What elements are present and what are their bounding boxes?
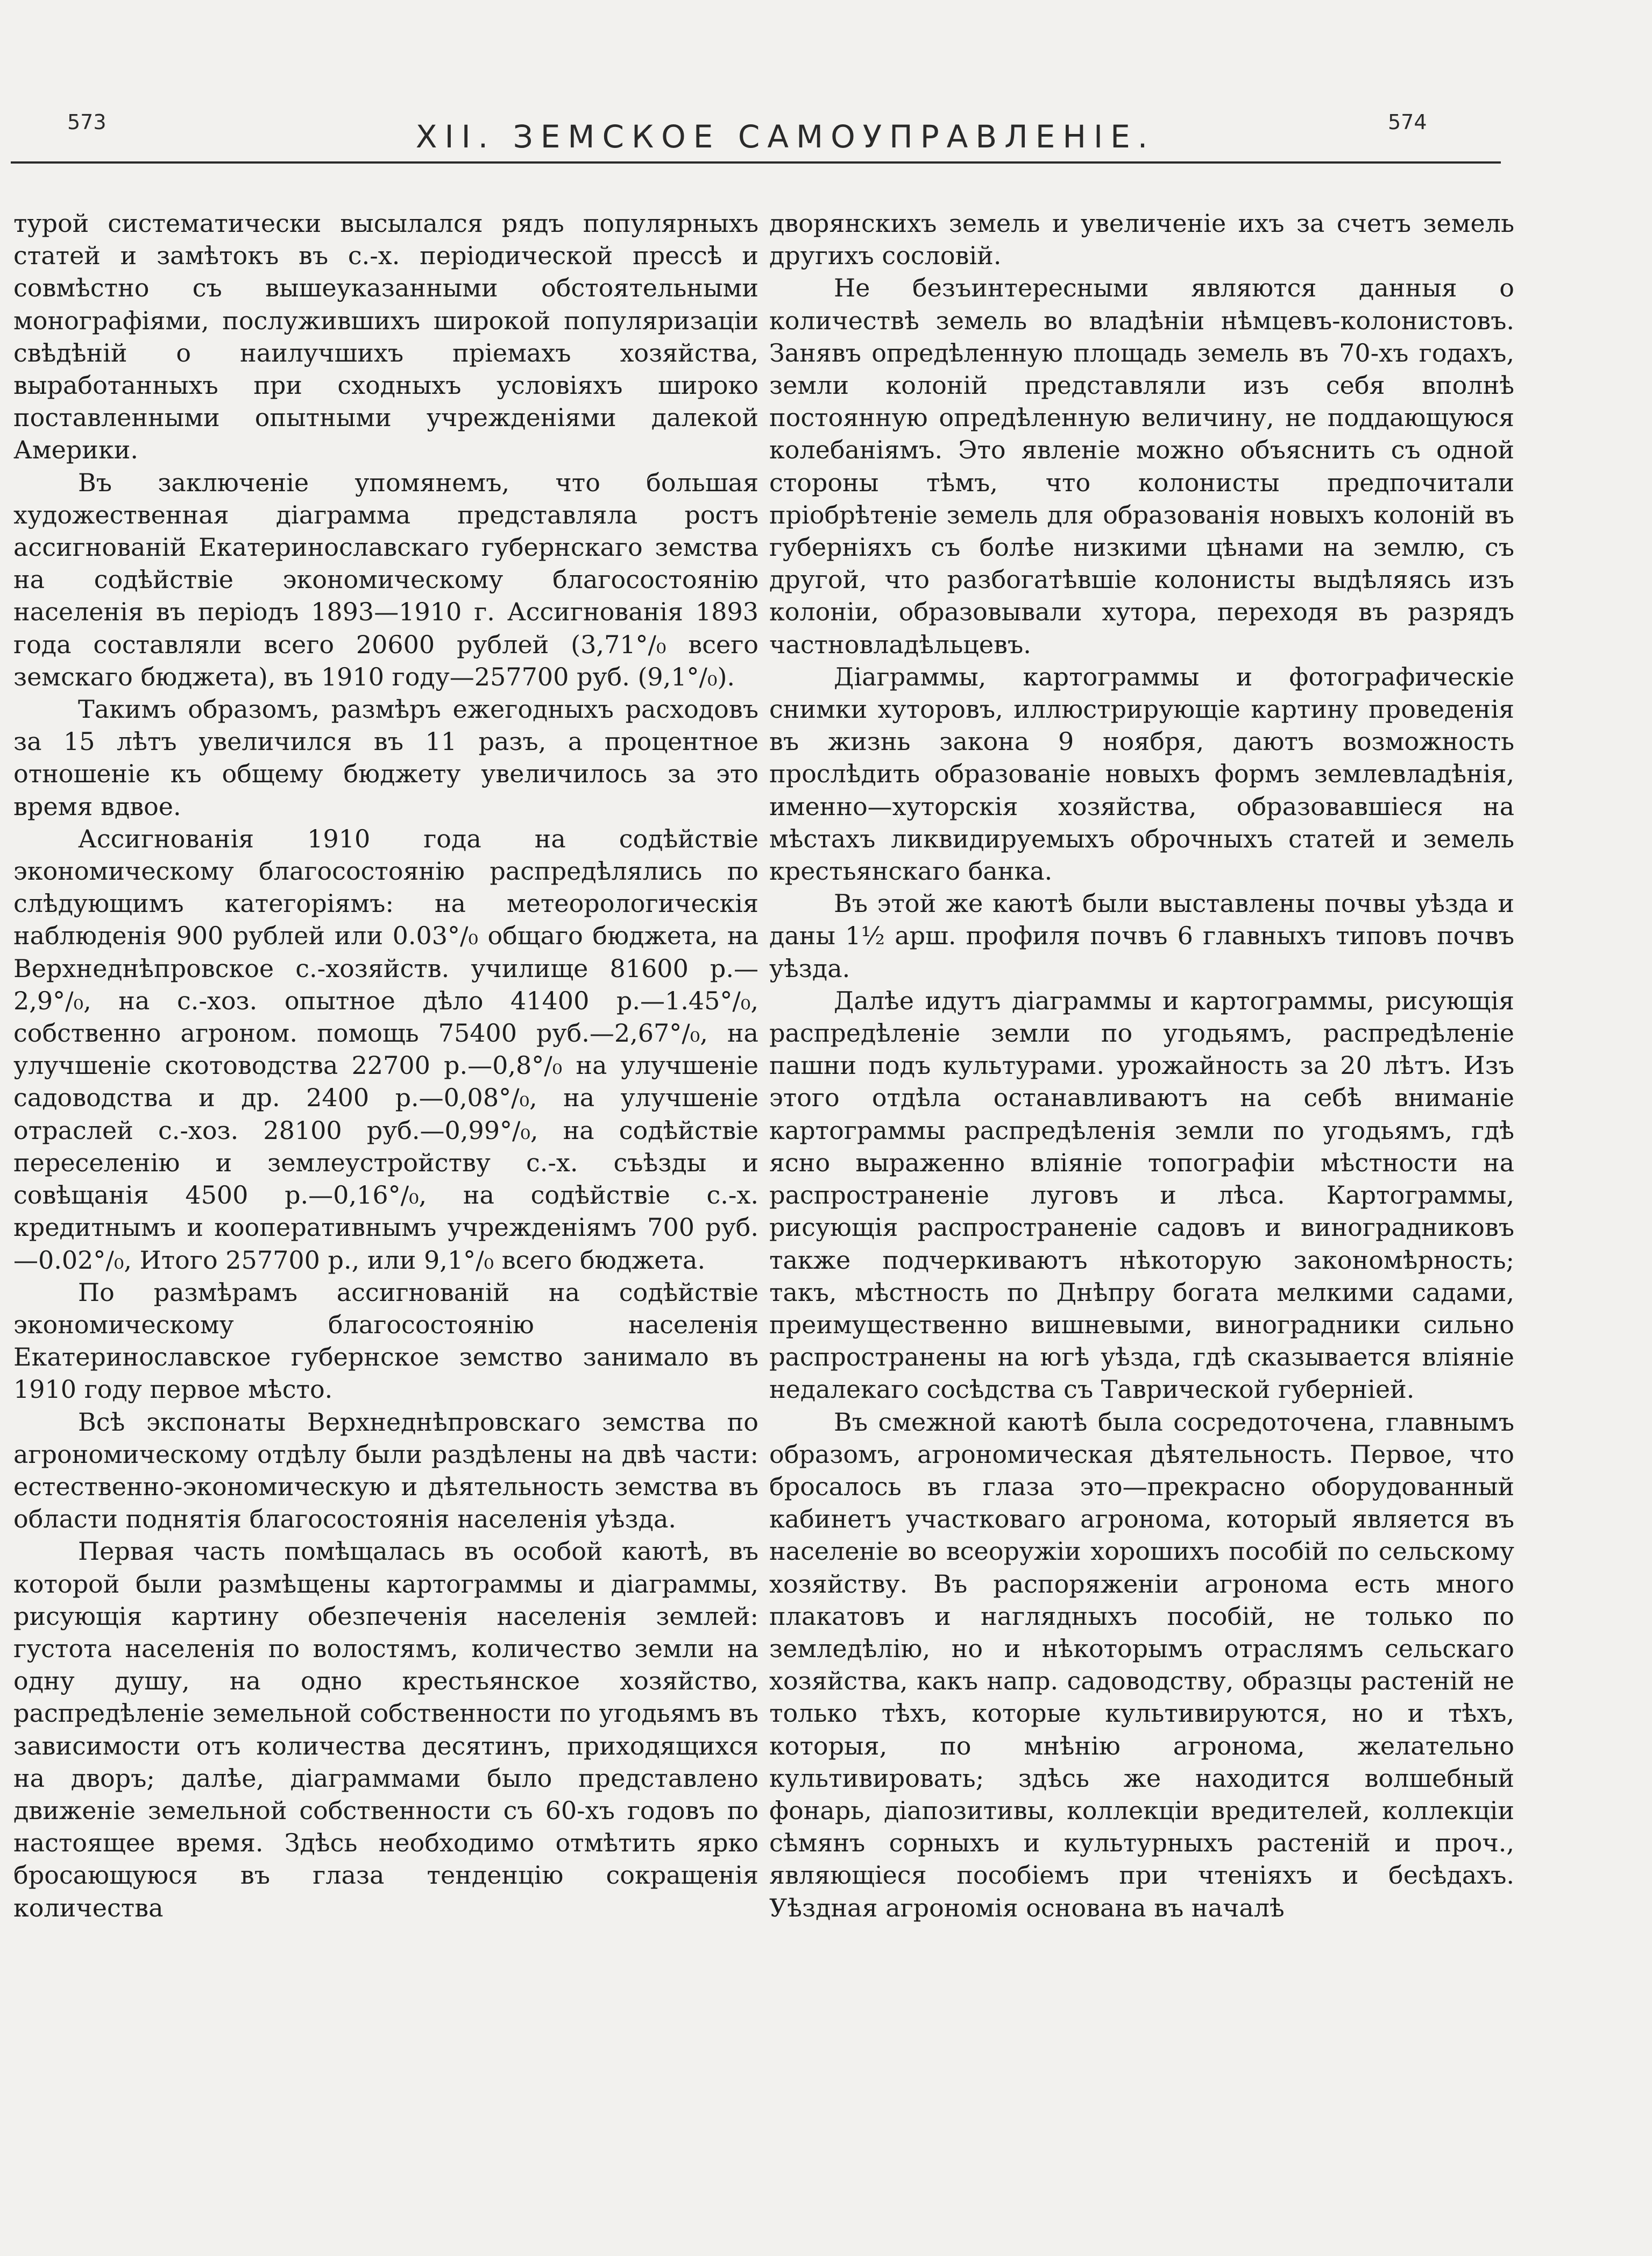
paragraph: Такимъ образомъ, размѣръ ежегодныхъ расходовъ за 15 лѣтъ увеличился въ 11 разъ, а процентное отношеніе къ общему бюджету увеличилось за это время вдвое. (13, 695, 758, 821)
header-rule (11, 161, 1501, 164)
paragraph: турой систематически высылался рядъ популярныхъ статей и замѣтокъ въ с.-х. періодической прессѣ и совмѣстно съ вышеуказанными обстоятельными монографіями, послужившихъ широкой популяризаціи свѣдѣній о наилучшихъ пріемахъ хозяйства, выработанныхъ при сходныхъ условіяхъ широко поставленными опытными учрежденіями далекой Америки. (13, 209, 758, 465)
paragraph: Въ заключеніе упомянемъ, что большая художественная діаграмма представляла ростъ ассигнованій Екатеринославскаго губернскаго земства на содѣйствіе экономическому благосостоянію населенія въ періодъ 1893—1910 г. Ассигнованія 1893 года составляли всего 20600 рублей (3,71°/₀ всего земскаго бюджета), въ 1910 году—257700 руб. (9,1°/₀). (13, 468, 758, 691)
right-text-column (769, 207, 1514, 1924)
paragraph: Въ этой же каютѣ были выставлены почвы уѣзда и даны 1½ арш. профиля почвъ 6 главныхъ типовъ почвъ уѣзда. (769, 889, 1514, 983)
paragraph: Діаграммы, картограммы и фотографическіе снимки хуторовъ, иллюстрирующіе картину проведенія въ жизнь закона 9 ноября, даютъ возможность прослѣдить образованіе новыхъ формъ землевладѣнія, именно—хуторскія хозяйства, образовавшіеся на мѣстахъ ликвидируемыхъ оброчныхъ статей и земель крестьянскаго банка. (769, 662, 1514, 886)
left-page-number: 573 (67, 110, 107, 134)
paragraph: дворянскихъ земель и увеличеніе ихъ за счетъ земель другихъ сословій. (769, 209, 1514, 271)
right-page-number: 574 (1388, 110, 1427, 134)
paragraph: Далѣе идутъ діаграммы и картограммы, рисующія распредѣленіе земли по угодьямъ, распредѣленіе пашни подъ культурами. урожайность за 20 лѣтъ. Изъ этого отдѣла останавливаютъ на себѣ вниманіе картограммы распредѣленія земли по угодьямъ, гдѣ ясно выраженно вліяніе топографіи мѣстности на распространеніе луговъ и лѣса. Картограммы, рисующія распространеніе садовъ и виноградниковъ также подчеркиваютъ нѣкоторую закономѣрность; такъ, мѣстность по Днѣпру богата мелкими садами, преимущественно вишневыми, виноградники сильно распространены на югѣ уѣзда, гдѣ сказывается вліяніе недалекаго сосѣдства съ Таврической губерніей. (769, 986, 1514, 1404)
left-text-column (13, 207, 758, 1924)
paragraph: Въ смежной каютѣ была сосредоточена, главнымъ образомъ, агрономическая дѣятельность. Первое, что бросалось въ глаза это—прекрасно оборудованный кабинетъ участковаго агронома, который является въ населеніе во всеоружіи хорошихъ пособій по сельскому хозяйству. Въ распоряженіи агронома есть много плакатовъ и наглядныхъ пособій, не только по земледѣлію, но и нѣкоторымъ отраслямъ сельскаго хозяйства, какъ напр. садоводству, образцы растеній не только тѣхъ, которые культивируются, но и тѣхъ, которыя, по мнѣнію агронома, желательно культивировать; здѣсь же находится волшебный фонарь, діапозитивы, коллекціи вредителей, коллекціи сѣмянъ сорныхъ и культурныхъ растеній и проч., являющіеся пособіемъ при чтеніяхъ и бесѣдахъ. Уѣздная агрономія основана въ началѣ (769, 1407, 1514, 1922)
running-title: XII. ЗЕМСКОЕ САМОУПРАВЛЕНIЕ. (415, 118, 1155, 155)
paragraph: По размѣрамъ ассигнованій на содѣйствіе экономическому благосостоянію населенія Екатеринославское губернское земство занимало въ 1910 году первое мѣсто. (13, 1277, 758, 1404)
paragraph: Всѣ экспонаты Верхнеднѣпровскаго земства по агрономическому отдѣлу были раздѣлены на двѣ части: естественно-экономическую и дѣятельность земства въ области поднятія благосостоянія населенія уѣзда. (13, 1407, 758, 1534)
paragraph: Первая часть помѣщалась въ особой каютѣ, въ которой были размѣщены картограммы и діаграммы, рисующія картину обезпеченія населенія землей: густота населенія по волостямъ, количество земли на одну душу, на одно крестьянское хозяйство, распредѣленіе земельной собственности по угодьямъ въ зависимости отъ количества десятинъ, приходящихся на дворъ; далѣе, діаграммами было представлено движеніе земельной собственности съ 60-хъ годовъ по настоящее время. Здѣсь необходимо отмѣтить ярко бросающуюся въ глаза тенденцію сокращенія количества (13, 1537, 758, 1922)
page-header (62, 105, 1509, 159)
paragraph: Не безъинтересными являются данныя о количествѣ земель во владѣніи нѣмцевъ-колонистовъ. Занявъ опредѣленную площадь земель въ 70-хъ годахъ, земли колоній представляли изъ себя вполнѣ постоянную опредѣленную величину, не поддающуюся колебаніямъ. Это явленіе можно объяснить съ одной стороны тѣмъ, что колонисты предпочитали пріобрѣтеніе земель для образованія новыхъ колоній въ губерніяхъ съ болѣе низкими цѣнами на землю, съ другой, что разбогатѣвшіе колонисты выдѣляясь изъ колоніи, образовывали хутора, переходя въ разрядъ частновладѣльцевъ. (769, 273, 1514, 659)
paragraph: Ассигнованія 1910 года на содѣйствіе экономическому благосостоянію распредѣлялись по слѣдующимъ категоріямъ: на метеорологическія наблюденія 900 рублей или 0.03°/₀ общаго бюджета, на Верхнеднѣпровское с.-хозяйств. училище 81600 р.—2,9°/₀, на с.-хоз. опытное дѣло 41400 р.—1.45°/₀, собственно агроном. помощь 75400 руб.—2,67°/₀, на улучшеніе скотоводства 22700 р.—0,8°/₀ на улучшеніе садоводства и др. 2400 р.—0,08°/₀, на улучшеніе отраслей с.-хоз. 28100 руб.—0,99°/₀, на содѣйствіе переселенію и землеустройству с.-х. съѣзды и совѣщанія 4500 р.—0,16°/₀, на содѣйствіе с.-х. кредитнымъ и кооперативнымъ учрежденіямъ 700 руб.—0.02°/₀, Итого 257700 р., или 9,1°/₀ всего бюджета. (13, 824, 758, 1275)
